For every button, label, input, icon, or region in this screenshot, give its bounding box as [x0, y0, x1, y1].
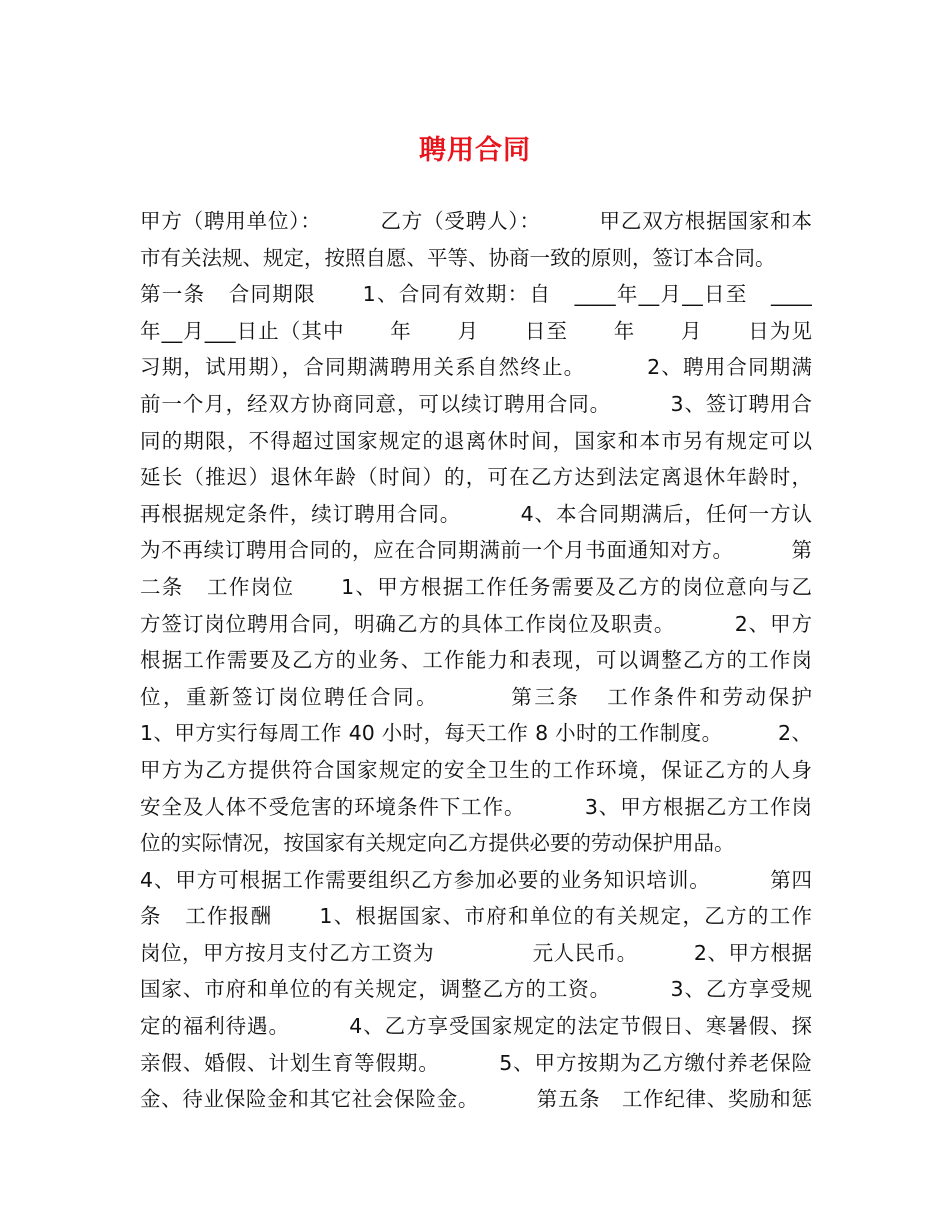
body-text-line: 定的福利待遇。 4、乙方享受国家规定的法定节假日、寒暑假、探	[140, 1014, 812, 1039]
body-text-line: 甲方为乙方提供符合国家规定的安全卫生的工作环境，保证乙方的人身	[140, 757, 812, 782]
body-text-line: 同的期限，不得超过国家规定的退离休时间，国家和本市另有规定可以	[140, 428, 812, 453]
body-text-line: 年__月___日止（其中 年 月 日至 年 月 日为见	[140, 318, 812, 343]
body-text-line: 金、待业保险金和其它社会保险金。 第五条 工作纪律、奖励和惩	[140, 1087, 812, 1112]
body-text-line: 位，重新签订岗位聘任合同。 第三条 工作条件和劳动保护	[140, 684, 812, 709]
body-text-line: 条 工作报酬 1、根据国家、市府和单位的有关规定，乙方的工作	[140, 904, 812, 929]
body-text-line: 前一个月，经双方协商同意，可以续订聘用合同。 3、签订聘用合	[140, 391, 812, 416]
body-text-line: 安全及人体不受危害的环境条件下工作。 3、甲方根据乙方工作岗	[140, 794, 812, 819]
body-text-line: 甲方（聘用单位）： 乙方（受聘人）： 甲乙双方根据国家和本	[140, 209, 812, 233]
body-text-line: 根据工作需要及乙方的业务、工作能力和表现，可以调整乙方的工作岗	[140, 648, 812, 673]
body-text-line: 为不再续订聘用合同的，应在合同期满前一个月书面通知对方。 第	[140, 538, 812, 563]
document-title: 聘用合同	[419, 135, 531, 166]
body-text-line: 亲假、婚假、计划生育等假期。 5、甲方按期为乙方缴付养老保险	[140, 1050, 812, 1075]
body-text-line: 方签订岗位聘用合同，明确乙方的具体工作岗位及职责。 2、甲方	[140, 611, 812, 636]
body-text-line: 4、甲方可根据工作需要组织乙方参加必要的业务知识培训。 第四	[140, 867, 812, 892]
body-text-line: 国家、市府和单位的有关规定，调整乙方的工资。 3、乙方享受规	[140, 977, 812, 1002]
body-text-line: 1、甲方实行每周工作 40 小时，每天工作 8 小时的工作制度。 2、	[140, 721, 812, 746]
body-text-line: 习期，试用期），合同期满聘用关系自然终止。 2、聘用合同期满	[140, 355, 812, 380]
body-text-line: 第一条 合同期限 1、合同有效期：自 ____年__月__日至 ____	[140, 282, 812, 307]
body-text-line: 二条 工作岗位 1、甲方根据工作任务需要及乙方的岗位意向与乙	[140, 574, 812, 599]
document-body	[140, 203, 812, 1118]
body-text-line: 市有关法规、规定，按照自愿、平等、协商一致的原则，签订本合同。	[140, 245, 776, 270]
body-text-line: 再根据规定条件，续订聘用合同。 4、本合同期满后，任何一方认	[140, 501, 812, 526]
body-text-line: 岗位，甲方按月支付乙方工资为 元人民币。 2、甲方根据	[140, 940, 812, 965]
body-text-line: 位的实际情况，按国家有关规定向乙方提供必要的劳动保护用品。	[140, 831, 735, 856]
body-text-line: 延长（推迟）退休年龄（时间）的，可在乙方达到法定离退休年龄时，	[140, 465, 812, 490]
